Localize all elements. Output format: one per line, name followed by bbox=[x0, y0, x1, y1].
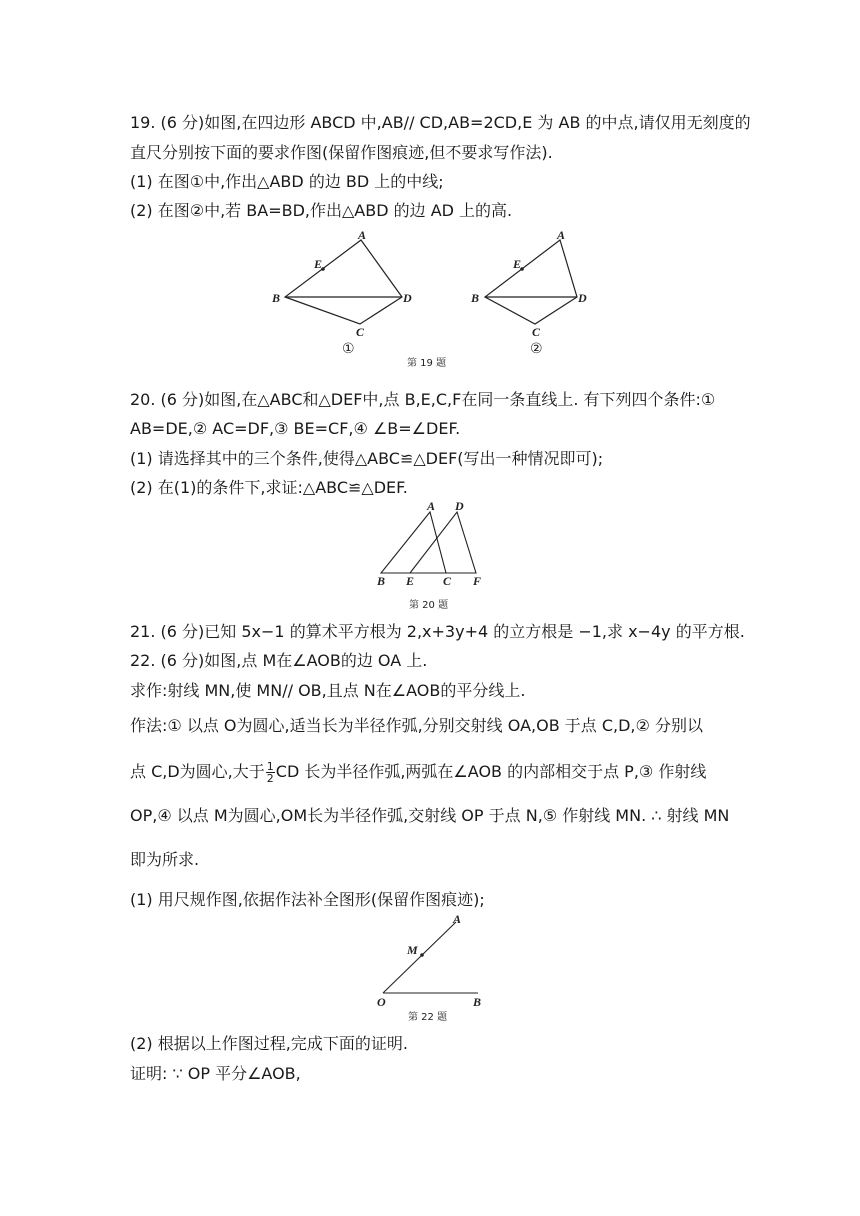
figure-22 bbox=[370, 910, 490, 1025]
label-a-1: A bbox=[358, 228, 367, 242]
q20-line-1: 20. (6 分)如图,在△ABC和△DEF中,点 B,E,C,F在同一条直线上. 有下列四个条件:① bbox=[130, 390, 716, 409]
figure-19 bbox=[260, 226, 600, 376]
q22-line-8: (2) 根据以上作图过程,完成下面的证明. bbox=[130, 1034, 408, 1053]
figure-20 bbox=[370, 498, 495, 616]
q22-line-9: 证明: ∵ OP 平分∠AOB, bbox=[130, 1064, 301, 1083]
label-e-1: E bbox=[314, 257, 323, 271]
q22-line-7: (1) 用尺规作图,依据作法补全图形(保留作图痕迹); bbox=[130, 890, 485, 909]
label-a: A bbox=[453, 912, 462, 926]
q22-line-5: OP,④ 以点 M为圆心,OM长为半径作弧,交射线 OP 于点 N,⑤ 作射线 MN. ∴ 射线 MN bbox=[130, 806, 730, 825]
label-c-1: C bbox=[356, 325, 365, 339]
label-d-1: D bbox=[403, 291, 412, 305]
ray-oa bbox=[383, 922, 456, 993]
q20-line-3: (1) 请选择其中的三个条件,使得△ABC≌△DEF(写出一种情况即可); bbox=[130, 449, 604, 468]
triangle-def bbox=[410, 512, 476, 573]
q19-line-2: 直尺分别按下面的要求作图(保留作图痕迹,但不要求写作法). bbox=[130, 143, 553, 162]
quadrilateral-1 bbox=[285, 240, 402, 324]
label-d-2: D bbox=[578, 291, 587, 305]
figure-19-caption: 第 19 题 bbox=[407, 358, 447, 369]
label-b-2: B bbox=[471, 291, 480, 305]
q22-line-4 bbox=[130, 761, 706, 784]
quadrilateral-2 bbox=[485, 240, 577, 324]
point-m bbox=[420, 953, 424, 957]
label-d: D bbox=[455, 499, 464, 513]
label-m: M bbox=[407, 943, 418, 957]
q22-line-4-end: CD 长为半径作弧,两弧在∠AOB 的内部相交于点 P,③ 作射线 bbox=[275, 762, 707, 781]
figure-marker-2: ② bbox=[530, 341, 543, 357]
figure-22-caption: 第 22 题 bbox=[408, 1012, 448, 1023]
half-fraction bbox=[266, 761, 275, 784]
q19-line-3: (1) 在图①中,作出△ABD 的边 BD 上的中线; bbox=[130, 172, 444, 191]
label-c: C bbox=[443, 574, 452, 588]
q19-line-1: 19. (6 分)如图,在四边形 ABCD 中,AB// CD,AB=2CD,E 为 AB 的中点,请仅用无刻度的 bbox=[130, 113, 751, 132]
q20-line-4: (2) 在(1)的条件下,求证:△ABC≌△DEF. bbox=[130, 478, 408, 497]
q21-line-1: 21. (6 分)已知 5x−1 的算术平方根为 2,x+3y+4 的立方根是 −1,求 x−4y 的平方根. bbox=[130, 622, 745, 641]
label-b: B bbox=[377, 574, 386, 588]
q22-line-6: 即为所求. bbox=[130, 850, 200, 869]
label-c-2: C bbox=[532, 325, 541, 339]
label-e-2: E bbox=[513, 257, 522, 271]
label-f: F bbox=[473, 574, 482, 588]
label-a-2: A bbox=[557, 228, 566, 242]
q22-line-3: 作法:① 以点 O为圆心,适当长为半径作弧,分别交射线 OA,OB 于点 C,D,② 分别以 bbox=[130, 716, 703, 735]
q22-line-4-start: 点 C,D为圆心,大于 bbox=[130, 762, 265, 781]
triangle-abc bbox=[381, 512, 446, 573]
q19-line-4: (2) 在图②中,若 BA=BD,作出△ABD 的边 AD 上的高. bbox=[130, 201, 513, 220]
q22-line-2: 求作:射线 MN,使 MN// OB,且点 N在∠AOB的平分线上. bbox=[130, 681, 526, 700]
figure-marker-1: ① bbox=[342, 341, 355, 357]
label-b: B bbox=[473, 995, 482, 1009]
q20-line-2: AB=DE,② AC=DF,③ BE=CF,④ ∠B=∠DEF. bbox=[130, 419, 461, 438]
label-o: O bbox=[377, 995, 386, 1009]
fraction-numerator: 1 bbox=[266, 760, 274, 773]
label-b-1: B bbox=[272, 291, 281, 305]
q22-line-1: 22. (6 分)如图,点 M在∠AOB的边 OA 上. bbox=[130, 651, 428, 670]
fraction-denominator: 2 bbox=[266, 772, 274, 785]
label-a: A bbox=[427, 499, 436, 513]
figure-20-caption: 第 20 题 bbox=[409, 600, 449, 611]
label-e: E bbox=[406, 574, 415, 588]
